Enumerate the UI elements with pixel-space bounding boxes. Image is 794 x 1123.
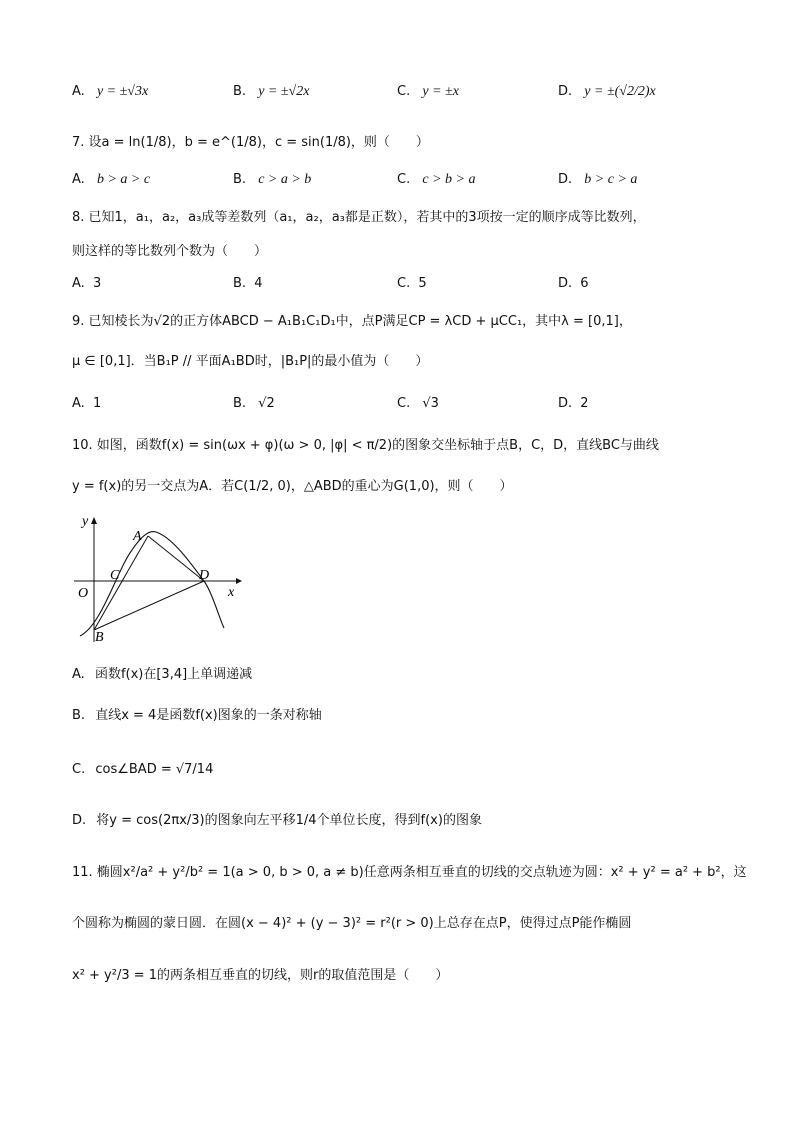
option-label: A. [72, 84, 85, 99]
option-text: y = ±(√2/2)x [584, 84, 656, 99]
option-label: C. [397, 172, 411, 187]
q11-stem-line2: 个圆称为椭圆的蒙日圆．在圆(x − 4)² + (y − 3)² = r²(r > 0)上总存在点P，使得过点P能作椭圆 [72, 916, 632, 931]
q8-stem-line1: 8. 已知1，a₁，a₂，a₃成等差数列（a₁，a₂，a₃都是正数），若其中的3项按一定的顺序成等比数列， [72, 210, 646, 225]
q7-option-b [233, 172, 311, 188]
q10-option-c [72, 760, 213, 780]
q6-option-c [397, 84, 459, 100]
option-text: c > b > a [422, 172, 476, 187]
option-text: 函数f(x)在[3,4]上单调递减 [94, 667, 253, 682]
sine-curve [80, 532, 224, 636]
q7-stem: 7. 设a = ln(1/8)，b = e^(1/8)，c = sin(1/8)，则（ ） [72, 135, 429, 150]
option-label: B. [233, 84, 247, 99]
option-label: A. [72, 396, 85, 411]
option-label: D. [558, 172, 573, 187]
option-text: b > c > a [584, 172, 638, 187]
option-text: 3 [92, 276, 102, 291]
option-text: y = ±√2x [258, 84, 310, 99]
point-b-label: B [95, 630, 104, 645]
figure-svg [62, 510, 262, 652]
option-text: c > a > b [258, 172, 312, 187]
option-label: B. [233, 172, 247, 187]
option-text: 直线x = 4是函数f(x)图象的一条对称轴 [95, 708, 322, 723]
option-text: √2 [258, 396, 275, 411]
option-label: B. [72, 708, 86, 723]
point-a-label: A [133, 529, 142, 544]
q9-stem-line2: μ ∈ [0,1]．当B₁P // 平面A₁BD时，|B₁P|的最小值为（ ） [72, 354, 429, 369]
q6-option-b [233, 84, 309, 100]
q10-stem-line2: y = f(x)的另一交点为A．若C(1/2, 0)，△ABD的重心为G(1,0)，则（ ） [72, 479, 513, 494]
q10-option-b [72, 706, 322, 726]
q10-stem-line1: 10. 如图，函数f(x) = sin(ωx + φ)(ω > 0, |φ| < π/2)的图象交坐标轴于点B，C，D，直线BC与曲线 [72, 438, 659, 453]
option-text: 5 [418, 276, 427, 291]
q11-stem-line1: 11. 椭圆x²/a² + y²/b² = 1(a > 0, b > 0, a ≠ b)任意两条相互垂直的切线的交点轨迹为圆：x² + y² = a² + b²，这 [72, 865, 747, 880]
option-label: A. [72, 276, 85, 291]
y-axis-label: y [82, 514, 89, 529]
q8-option-d [558, 276, 589, 291]
option-text: 1 [92, 396, 102, 411]
q7-option-a [72, 172, 150, 188]
option-label: D. [72, 813, 87, 828]
q8-stem-line2: 则这样的等比数列个数为（ ） [72, 244, 268, 259]
y-axis-arrow-icon [91, 517, 97, 524]
q8-option-b [233, 276, 262, 291]
option-text: y = ±√3x [96, 84, 149, 99]
option-label: B. [233, 276, 247, 291]
option-label: C. [397, 276, 411, 291]
q9-option-b [233, 396, 275, 411]
option-text: 2 [580, 396, 589, 411]
option-text: 将y = cos(2πx/3)的图象向左平移1/4个单位长度，得到f(x)的图象 [96, 813, 482, 828]
line-ba [94, 536, 148, 630]
option-label: A. [72, 667, 85, 682]
q8-option-a [72, 276, 101, 291]
option-label: D. [558, 84, 573, 99]
q6-option-a [72, 84, 148, 100]
option-label: C. [397, 84, 411, 99]
option-text: y = ±x [422, 84, 459, 99]
q9-stem-line1: 9. 已知棱长为√2的正方体ABCD − A₁B₁C₁D₁中，点P满足CP = λCD + μCC₁，其中λ = [0,1]， [72, 314, 632, 329]
x-axis-label: x [228, 585, 235, 600]
q11-stem-line3: x² + y²/3 = 1的两条相互垂直的切线，则r的取值范围是（ ） [72, 968, 449, 983]
option-label: D. [558, 276, 573, 291]
point-d-label: D [199, 568, 210, 583]
option-text: cos∠BAD = √7/14 [95, 762, 214, 777]
q9-option-d [558, 396, 589, 411]
option-text: 6 [580, 276, 589, 291]
point-c-label: C [110, 568, 120, 583]
line-bd [94, 581, 204, 630]
sine-curve-figure [62, 510, 262, 652]
q9-option-c [397, 396, 439, 411]
option-label: C. [72, 762, 86, 777]
q6-option-d [558, 84, 656, 100]
option-label: C. [397, 396, 411, 411]
option-label: D. [558, 396, 573, 411]
line-ad [148, 536, 204, 581]
origin-label: O [78, 586, 89, 601]
option-text: b > a > c [96, 172, 151, 187]
q10-option-d [72, 811, 482, 831]
option-text: √3 [422, 396, 439, 411]
q10-option-a [72, 665, 252, 685]
x-axis-arrow-icon [236, 578, 242, 584]
q7-option-d [558, 172, 637, 188]
option-text: 4 [254, 276, 263, 291]
q8-option-c [397, 276, 427, 291]
option-label: B. [233, 396, 247, 411]
option-label: A. [72, 172, 85, 187]
q7-option-c [397, 172, 475, 188]
q9-option-a [72, 396, 101, 411]
